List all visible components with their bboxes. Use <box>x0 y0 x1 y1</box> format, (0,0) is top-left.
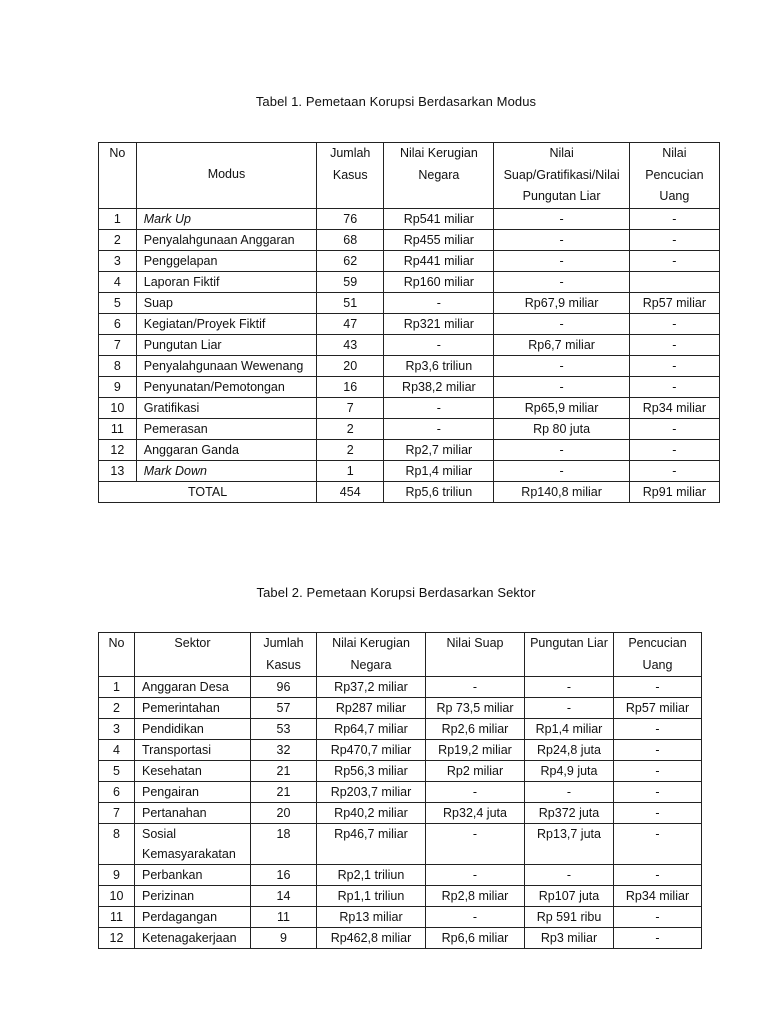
row-no: 10 <box>99 397 137 418</box>
row-no: 11 <box>99 907 135 928</box>
table1-header-row <box>99 143 720 209</box>
row-jumlah-kasus: 16 <box>317 376 384 397</box>
table-row <box>99 824 702 865</box>
row-modus: Mark Down <box>136 460 316 481</box>
row-pungutan-liar: Rp107 juta <box>525 886 614 907</box>
row-nilai-kerugian: Rp38,2 miliar <box>384 376 494 397</box>
header-modus-label: Modus <box>207 167 246 181</box>
table-row <box>99 208 720 229</box>
row-modus: Suap <box>136 292 316 313</box>
row-nilai-kerugian: Rp1,4 miliar <box>384 460 494 481</box>
header-pencucian-uang-label: Pencucian Uang <box>628 636 687 672</box>
row-nilai-suap: Rp 73,5 miliar <box>426 698 525 719</box>
row-sektor: Pemerintahan <box>135 698 251 719</box>
header-modus <box>136 143 316 209</box>
row-nilai-pencucian: - <box>629 418 719 439</box>
row-no: 8 <box>99 355 137 376</box>
row-nilai-kerugian: Rp321 miliar <box>384 313 494 334</box>
row-pencucian-uang: - <box>614 761 702 782</box>
row-pungutan-liar: Rp24,8 juta <box>525 740 614 761</box>
row-nilai-suap: Rp19,2 miliar <box>426 740 525 761</box>
row-nilai-pencucian: - <box>629 208 719 229</box>
row-modus: Penggelapan <box>136 250 316 271</box>
header-jumlah-kasus <box>317 143 384 209</box>
row-pencucian-uang: - <box>614 865 702 886</box>
table-row <box>99 250 720 271</box>
table-row <box>99 782 702 803</box>
row-no: 12 <box>99 928 135 949</box>
table-row <box>99 439 720 460</box>
row-pencucian-uang: Rp34 miliar <box>614 886 702 907</box>
table-row <box>99 397 720 418</box>
table-row <box>99 928 702 949</box>
row-nilai-kerugian: Rp203,7 miliar <box>317 782 426 803</box>
row-sektor: Perdagangan <box>135 907 251 928</box>
table-row <box>99 698 702 719</box>
row-no: 3 <box>99 719 135 740</box>
row-nilai-suap: - <box>494 355 629 376</box>
table-row <box>99 677 702 698</box>
row-nilai-suap: Rp32,4 juta <box>426 803 525 824</box>
table-row <box>99 761 702 782</box>
row-nilai-kerugian: - <box>384 397 494 418</box>
row-nilai-kerugian: Rp56,3 miliar <box>317 761 426 782</box>
row-nilai-kerugian: Rp455 miliar <box>384 229 494 250</box>
row-sektor: Ketenagakerjaan <box>135 928 251 949</box>
row-pencucian-uang: - <box>614 803 702 824</box>
row-jumlah-kasus: 59 <box>317 271 384 292</box>
row-nilai-suap: Rp6,6 miliar <box>426 928 525 949</box>
row-no: 7 <box>99 334 137 355</box>
header-nilai-kerugian <box>384 143 494 209</box>
row-pencucian-uang: - <box>614 928 702 949</box>
row-jumlah-kasus: 43 <box>317 334 384 355</box>
row-sektor: Perizinan <box>135 886 251 907</box>
row-jumlah-kasus: 16 <box>251 865 317 886</box>
row-pungutan-liar: Rp372 juta <box>525 803 614 824</box>
row-pungutan-liar: - <box>525 677 614 698</box>
row-no: 3 <box>99 250 137 271</box>
row-no: 5 <box>99 761 135 782</box>
row-pencucian-uang: - <box>614 719 702 740</box>
header-no <box>99 633 135 677</box>
row-jumlah-kasus: 1 <box>317 460 384 481</box>
row-modus: Laporan Fiktif <box>136 271 316 292</box>
table-modus <box>98 142 720 503</box>
row-nilai-pencucian: - <box>629 439 719 460</box>
row-pencucian-uang: - <box>614 740 702 761</box>
row-nilai-pencucian: - <box>629 460 719 481</box>
row-nilai-suap: Rp2 miliar <box>426 761 525 782</box>
row-nilai-pencucian: - <box>629 334 719 355</box>
row-nilai-kerugian: - <box>384 334 494 355</box>
row-jumlah-kasus: 7 <box>317 397 384 418</box>
table-row <box>99 803 702 824</box>
row-nilai-suap: - <box>494 208 629 229</box>
total-kasus: 454 <box>317 481 384 502</box>
row-jumlah-kasus: 9 <box>251 928 317 949</box>
row-jumlah-kasus: 14 <box>251 886 317 907</box>
row-no: 4 <box>99 740 135 761</box>
row-nilai-kerugian: Rp441 miliar <box>384 250 494 271</box>
table-row <box>99 907 702 928</box>
table-row <box>99 376 720 397</box>
table-row <box>99 313 720 334</box>
row-nilai-pencucian: - <box>629 229 719 250</box>
row-nilai-kerugian: - <box>384 292 494 313</box>
row-pungutan-liar: Rp4,9 juta <box>525 761 614 782</box>
row-jumlah-kasus: 20 <box>251 803 317 824</box>
row-pencucian-uang: - <box>614 677 702 698</box>
row-jumlah-kasus: 62 <box>317 250 384 271</box>
table-row <box>99 334 720 355</box>
total-label: TOTAL <box>99 481 317 502</box>
row-nilai-suap: - <box>494 229 629 250</box>
row-nilai-kerugian: Rp40,2 miliar <box>317 803 426 824</box>
header-no-label: No <box>108 636 125 650</box>
row-modus: Anggaran Ganda <box>136 439 316 460</box>
row-nilai-kerugian: Rp287 miliar <box>317 698 426 719</box>
row-jumlah-kasus: 76 <box>317 208 384 229</box>
table2-header-row <box>99 633 702 677</box>
row-nilai-kerugian: Rp3,6 triliun <box>384 355 494 376</box>
row-pungutan-liar: Rp1,4 miliar <box>525 719 614 740</box>
row-modus: Pemerasan <box>136 418 316 439</box>
row-jumlah-kasus: 57 <box>251 698 317 719</box>
header-nilai-pencucian-label: Nilai Pencucian Uang <box>645 146 704 203</box>
row-nilai-suap: - <box>426 907 525 928</box>
row-no: 7 <box>99 803 135 824</box>
row-nilai-pencucian: - <box>629 250 719 271</box>
row-modus: Kegiatan/Proyek Fiktif <box>136 313 316 334</box>
row-nilai-suap: Rp2,6 miliar <box>426 719 525 740</box>
row-sektor: Anggaran Desa <box>135 677 251 698</box>
row-nilai-pencucian <box>629 271 719 292</box>
row-no: 12 <box>99 439 137 460</box>
row-jumlah-kasus: 2 <box>317 439 384 460</box>
row-modus: Gratifikasi <box>136 397 316 418</box>
row-nilai-suap: Rp67,9 miliar <box>494 292 629 313</box>
row-modus: Penyalahgunaan Wewenang <box>136 355 316 376</box>
row-jumlah-kasus: 32 <box>251 740 317 761</box>
header-nilai-kerugian-label: Nilai Kerugian Negara <box>399 146 478 182</box>
table-row <box>99 740 702 761</box>
row-pungutan-liar: - <box>525 782 614 803</box>
row-jumlah-kasus: 47 <box>317 313 384 334</box>
row-sektor: Kesehatan <box>135 761 251 782</box>
table1-total-row <box>99 481 720 502</box>
row-nilai-kerugian: Rp37,2 miliar <box>317 677 426 698</box>
row-jumlah-kasus: 96 <box>251 677 317 698</box>
row-nilai-kerugian: Rp64,7 miliar <box>317 719 426 740</box>
table-row <box>99 418 720 439</box>
row-jumlah-kasus: 18 <box>251 824 317 865</box>
row-nilai-kerugian: Rp2,7 miliar <box>384 439 494 460</box>
row-no: 6 <box>99 782 135 803</box>
row-nilai-suap: - <box>426 824 525 865</box>
row-no: 11 <box>99 418 137 439</box>
row-jumlah-kasus: 53 <box>251 719 317 740</box>
row-nilai-suap: - <box>494 439 629 460</box>
row-nilai-kerugian: Rp2,1 triliun <box>317 865 426 886</box>
header-sektor-label: Sektor <box>174 636 211 650</box>
row-no: 1 <box>99 208 137 229</box>
row-nilai-suap: - <box>426 865 525 886</box>
row-pungutan-liar: Rp 591 ribu <box>525 907 614 928</box>
header-nilai-suap-label: Nilai Suap <box>446 636 504 650</box>
row-no: 1 <box>99 677 135 698</box>
row-nilai-suap: - <box>494 376 629 397</box>
row-nilai-suap: - <box>494 460 629 481</box>
total-suap: Rp140,8 miliar <box>494 481 629 502</box>
row-modus: Mark Up <box>136 208 316 229</box>
header-no-label: No <box>109 146 126 160</box>
row-modus: Penyalahgunaan Anggaran <box>136 229 316 250</box>
header-nilai-suap-label: Nilai Suap/Gratifikasi/Nilai Pungutan Liar <box>503 146 620 203</box>
row-nilai-pencucian: Rp34 miliar <box>629 397 719 418</box>
row-pencucian-uang: - <box>614 824 702 865</box>
row-jumlah-kasus: 20 <box>317 355 384 376</box>
row-jumlah-kasus: 51 <box>317 292 384 313</box>
row-nilai-kerugian: Rp541 miliar <box>384 208 494 229</box>
row-no: 10 <box>99 886 135 907</box>
row-modus: Pungutan Liar <box>136 334 316 355</box>
row-nilai-pencucian: Rp57 miliar <box>629 292 719 313</box>
row-jumlah-kasus: 68 <box>317 229 384 250</box>
row-sektor: Transportasi <box>135 740 251 761</box>
row-jumlah-kasus: 2 <box>317 418 384 439</box>
row-nilai-kerugian: - <box>384 418 494 439</box>
row-no: 9 <box>99 865 135 886</box>
row-no: 13 <box>99 460 137 481</box>
row-nilai-suap: - <box>494 313 629 334</box>
table-row <box>99 460 720 481</box>
header-jumlah-kasus <box>251 633 317 677</box>
row-no: 9 <box>99 376 137 397</box>
table-row <box>99 719 702 740</box>
table-row <box>99 271 720 292</box>
row-nilai-pencucian: - <box>629 376 719 397</box>
row-jumlah-kasus: 11 <box>251 907 317 928</box>
row-nilai-suap: - <box>426 782 525 803</box>
table-row <box>99 355 720 376</box>
table2-caption: Tabel 2. Pemetaan Korupsi Berdasarkan Sektor <box>256 585 536 600</box>
row-sektor: Sosial Kemasyarakatan <box>135 824 251 865</box>
row-nilai-pencucian: - <box>629 313 719 334</box>
row-jumlah-kasus: 21 <box>251 782 317 803</box>
header-sektor <box>135 633 251 677</box>
table-row <box>99 886 702 907</box>
header-jumlah-kasus-label: Jumlah Kasus <box>263 636 304 672</box>
row-pencucian-uang: Rp57 miliar <box>614 698 702 719</box>
row-sektor: Pertanahan <box>135 803 251 824</box>
total-kerugian: Rp5,6 triliun <box>384 481 494 502</box>
header-pencucian-uang <box>614 633 702 677</box>
row-nilai-kerugian: Rp160 miliar <box>384 271 494 292</box>
row-no: 8 <box>99 824 135 865</box>
row-pungutan-liar: - <box>525 865 614 886</box>
row-no: 6 <box>99 313 137 334</box>
header-pungutan-liar <box>525 633 614 677</box>
header-jumlah-kasus-label: Jumlah Kasus <box>330 146 371 182</box>
header-nilai-kerugian <box>317 633 426 677</box>
table-sektor <box>98 632 702 949</box>
row-nilai-suap: Rp6,7 miliar <box>494 334 629 355</box>
total-pencucian: Rp91 miliar <box>629 481 719 502</box>
row-jumlah-kasus: 21 <box>251 761 317 782</box>
row-pungutan-liar: Rp3 miliar <box>525 928 614 949</box>
table-row <box>99 229 720 250</box>
header-nilai-suap <box>426 633 525 677</box>
row-nilai-suap: Rp2,8 miliar <box>426 886 525 907</box>
row-nilai-suap: Rp65,9 miliar <box>494 397 629 418</box>
row-no: 4 <box>99 271 137 292</box>
row-nilai-kerugian: Rp462,8 miliar <box>317 928 426 949</box>
row-nilai-suap: Rp 80 juta <box>494 418 629 439</box>
row-sektor: Perbankan <box>135 865 251 886</box>
header-pungutan-liar-label: Pungutan Liar <box>530 636 608 650</box>
row-nilai-kerugian: Rp470,7 miliar <box>317 740 426 761</box>
header-nilai-pencucian <box>629 143 719 209</box>
header-no <box>99 143 137 209</box>
row-sektor: Pendidikan <box>135 719 251 740</box>
row-nilai-pencucian: - <box>629 355 719 376</box>
table-row <box>99 865 702 886</box>
table1-caption: Tabel 1. Pemetaan Korupsi Berdasarkan Modus <box>255 94 537 109</box>
header-nilai-kerugian-label: Nilai Kerugian Negara <box>332 636 410 672</box>
row-pungutan-liar: Rp13,7 juta <box>525 824 614 865</box>
row-no: 2 <box>99 698 135 719</box>
table-row <box>99 292 720 313</box>
row-pencucian-uang: - <box>614 782 702 803</box>
row-nilai-kerugian: Rp13 miliar <box>317 907 426 928</box>
row-pungutan-liar: - <box>525 698 614 719</box>
row-nilai-suap: - <box>494 250 629 271</box>
row-nilai-suap: - <box>494 271 629 292</box>
row-sektor: Pengairan <box>135 782 251 803</box>
row-pencucian-uang: - <box>614 907 702 928</box>
header-nilai-suap <box>494 143 629 209</box>
row-no: 2 <box>99 229 137 250</box>
row-no: 5 <box>99 292 137 313</box>
row-nilai-kerugian: Rp1,1 triliun <box>317 886 426 907</box>
row-modus: Penyunatan/Pemotongan <box>136 376 316 397</box>
row-nilai-suap: - <box>426 677 525 698</box>
row-nilai-kerugian: Rp46,7 miliar <box>317 824 426 865</box>
